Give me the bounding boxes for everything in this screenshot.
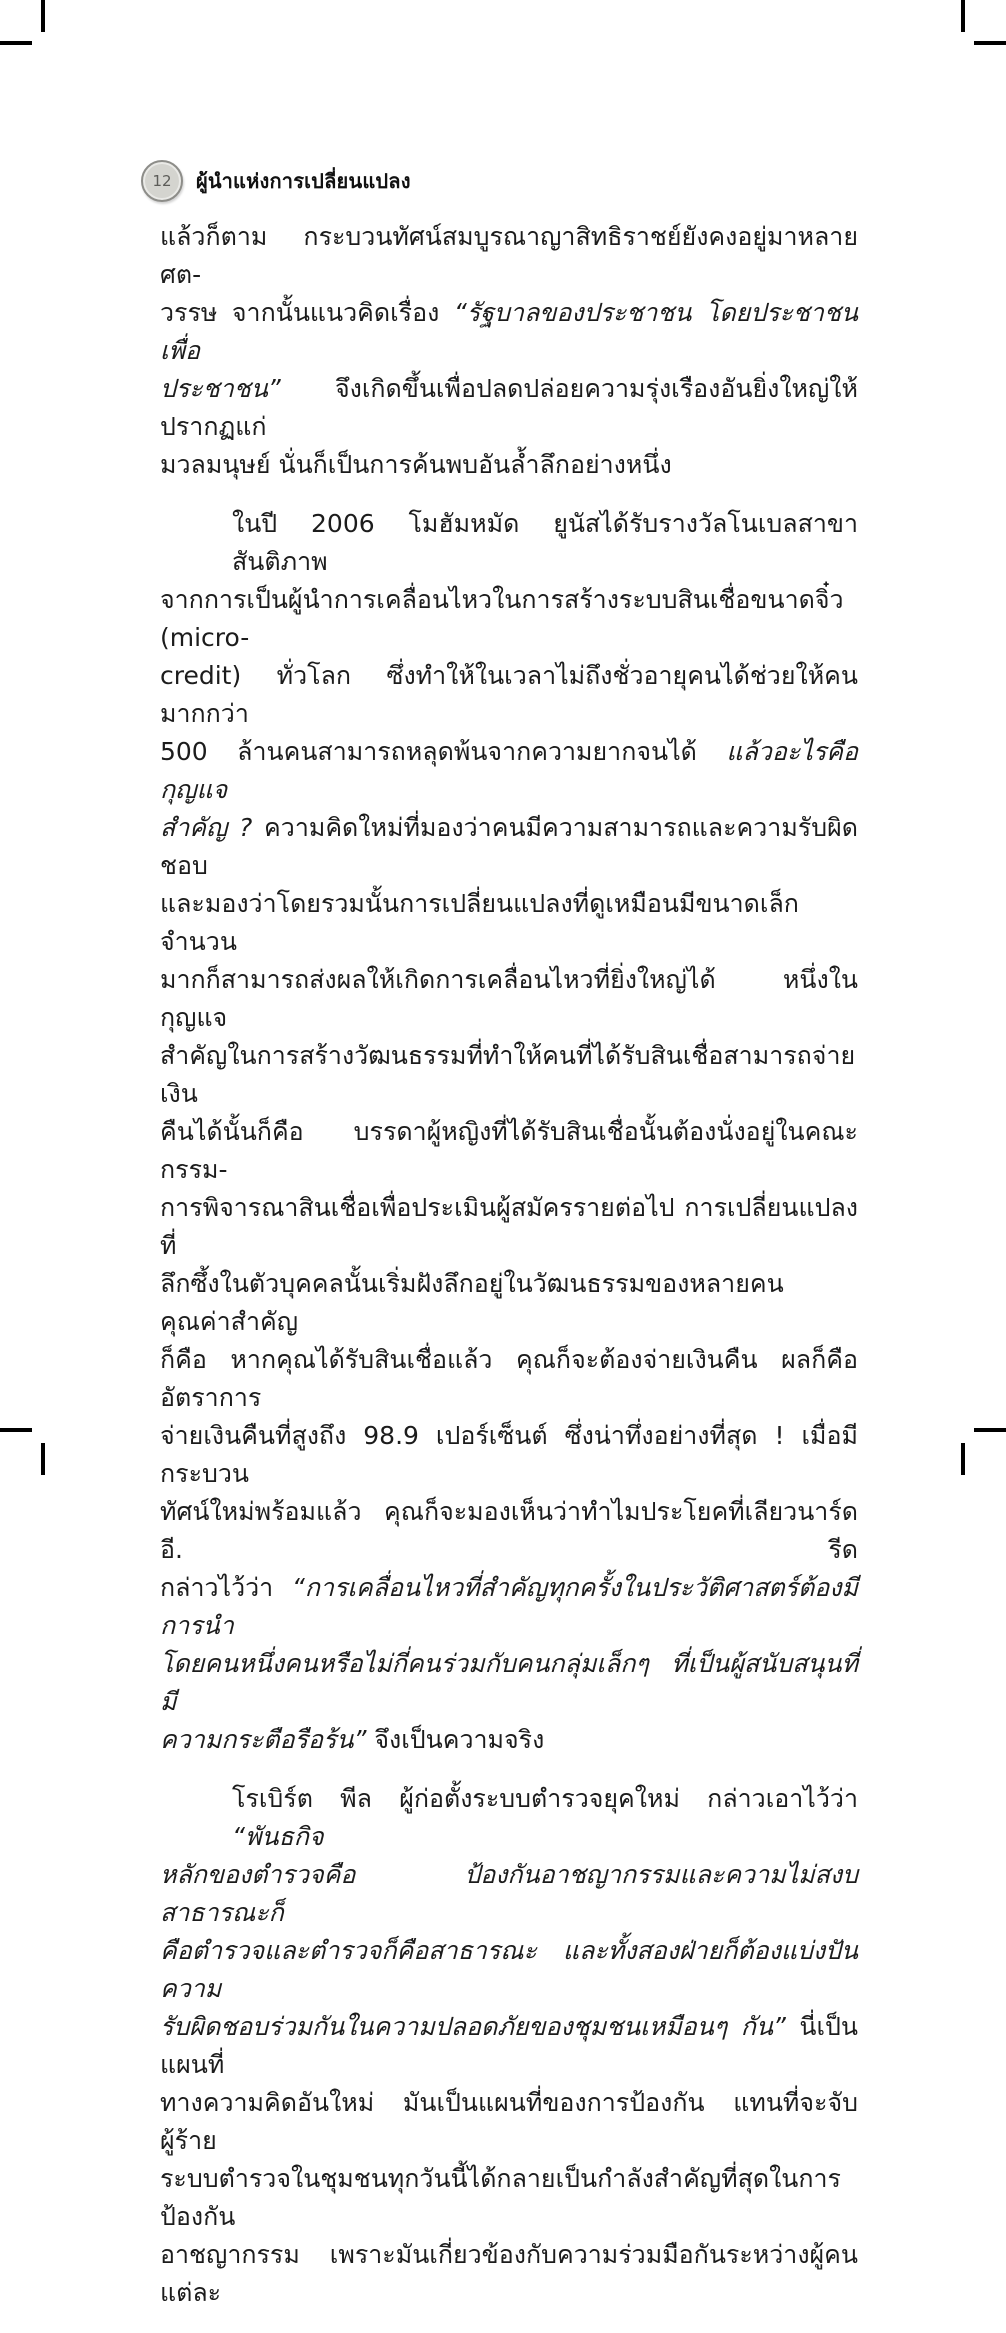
text-segment: credit) ทั่วโลก ซึ่งทำให้ในเวลาไม่ถึงชั่วอายุคนได้ช่วยให้คนมากกว่า [160,661,858,728]
text-line [160,1856,858,1932]
text-segment: จากการเป็นผู้นำการเคลื่อนไหวในการสร้างระบบสินเชื่อขนาดจิ๋ว (micro- [160,585,844,652]
italic-text-segment: ประชาชน” [160,374,281,403]
text-line [160,657,858,733]
crop-mark-bottom-right-horizontal [974,1428,1006,1432]
text-line [160,1341,858,1417]
text-line [160,885,858,961]
text-segment: ทัศน์ใหม่พร้อมแล้ว คุณก็จะมองเห็นว่าทำไมประโยคที่เลียวนาร์ด อี. รีด [160,1497,858,1564]
crop-mark-top-left-vertical [41,0,45,32]
paragraph [160,218,858,484]
text-line [160,446,858,484]
crop-mark-top-left-horizontal [0,41,32,45]
text-segment: โรเบิร์ต พีล ผู้ก่อตั้งระบบตำรวจยุคใหม่ กล่าวเอาไว้ว่า [232,1784,858,1813]
italic-text-segment: “รัฐบาลของประชาชน โดยประชาชน เพื่อ [160,298,858,365]
text-line [160,2008,858,2084]
text-line [160,2160,858,2236]
text-line [160,1493,858,1569]
text-segment: อาชญากรรม เพราะมันเกี่ยวข้องกับความร่วมมือกันระหว่างผู้คนแต่ละ [160,2240,858,2307]
page-header [141,160,411,202]
text-segment: ทางความคิดอันใหม่ มันเป็นแผนที่ของการป้องกัน แทนที่จะจับผู้ร้าย [160,2088,858,2155]
paragraph [160,505,858,1759]
text-segment: กล่าวไว้ว่า [160,1573,292,1602]
text-line [160,961,858,1037]
text-line [160,1780,858,1856]
page-number-badge [141,160,183,202]
text-segment: และมองว่าโดยรวมนั้นการเปลี่ยนแปลงที่ดูเหมือนมีขนาดเล็กจำนวน [160,889,799,956]
text-line [160,1417,858,1493]
crop-mark-bottom-left-horizontal [0,1428,32,1432]
text-line [160,294,858,370]
crop-mark-top-right-vertical [961,0,965,32]
italic-text-segment: รับผิดชอบร่วมกันในความปลอดภัยของชุมชนเหมือนๆ กัน” [160,2012,786,2041]
text-segment: ในปี 2006 โมฮัมหมัด ยูนัสได้รับรางวัลโนเบลสาขาสันติภาพ [232,509,858,576]
crop-mark-top-right-horizontal [974,41,1006,45]
paragraph [160,1780,858,2312]
italic-text-segment: ความกระตือรือร้น” [160,1725,367,1754]
text-segment: มวลมนุษย์ นั่นก็เป็นการค้นพบอันล้ำลึกอย่างหนึ่ง [160,450,672,479]
text-segment: ความคิดใหม่ที่มองว่าคนมีความสามารถและความรับผิดชอบ [160,813,858,880]
italic-text-segment: “การเคลื่อนไหวที่สำคัญทุกครั้งในประวัติศาสตร์ต้องมีการนำ [160,1573,858,1640]
text-segment: จึงเกิดขึ้นเพื่อปลดปล่อยความรุ่งเรืองอันยิ่งใหญ่ให้ปรากฏแก่ [160,374,858,441]
text-segment: ระบบตำรวจในชุมชนทุกวันนี้ได้กลายเป็นกำลังสำคัญที่สุดในการป้องกัน [160,2164,841,2231]
italic-text-segment: หลักของตำรวจคือ ป้องกันอาชญากรรมและความไม่สงบ สาธารณะก็ [160,1860,858,1927]
text-line [160,370,858,446]
body-text [160,218,858,2333]
text-line [160,2084,858,2160]
text-line [160,1932,858,2008]
italic-text-segment: คือตำรวจและตำรวจก็คือสาธารณะ และทั้งสองฝ่ายก็ต้องแบ่งปันความ [160,1936,858,2003]
text-segment: วรรษ จากนั้นแนวคิดเรื่อง [160,298,454,327]
text-segment: นี่เป็นแผนที่ [160,2012,858,2079]
text-line [160,1113,858,1189]
text-line [160,1037,858,1113]
text-line [160,809,858,885]
text-segment: คืนได้นั้นก็คือ บรรดาผู้หญิงที่ได้รับสินเชื่อนั้นต้องนั่งอยู่ในคณะกรรม- [160,1117,858,1184]
text-line [160,581,858,657]
text-segment: ก็คือ หากคุณได้รับสินเชื่อแล้ว คุณก็จะต้องจ่ายเงินคืน ผลก็คืออัตราการ [160,1345,858,1412]
text-line [160,1721,858,1759]
text-line [160,505,858,581]
italic-text-segment: โดยคนหนึ่งคนหรือไม่กี่คนร่วมกับคนกลุ่มเล็กๆ ที่เป็นผู้สนับสนุนที่มี [160,1649,858,1716]
text-segment: จ่ายเงินคืนที่สูงถึง 98.9 เปอร์เซ็นต์ ซึ่งน่าทึ่งอย่างที่สุด ! เมื่อมีกระบวน [160,1421,858,1488]
text-segment: แล้วก็ตาม กระบวนทัศน์สมบูรณาญาสิทธิราชย์ยังคงอยู่มาหลายศต- [160,222,858,289]
crop-mark-bottom-left-vertical [41,1443,45,1475]
italic-text-segment: “พันธกิจ [232,1822,324,1851]
text-line [160,1645,858,1721]
text-line [160,1569,858,1645]
italic-text-segment: สำคัญ ? [160,813,253,842]
crop-mark-bottom-right-vertical [961,1443,965,1475]
text-segment: สำคัญในการสร้างวัฒนธรรมที่ทำให้คนที่ได้รับสินเชื่อสามารถจ่ายเงิน [160,1041,856,1108]
text-line [160,1265,858,1341]
running-head-title: ผู้นำแห่งการเปลี่ยนแปลง [196,169,411,193]
text-segment: มากก็สามารถส่งผลให้เกิดการเคลื่อนไหวที่ยิ่งใหญ่ได้ หนึ่งในกุญแจ [160,965,858,1032]
text-segment: ลึกซึ้งในตัวบุคคลนั้นเริ่มฝังลึกอยู่ในวัฒนธรรมของหลายคน คุณค่าสำคัญ [160,1269,784,1336]
text-line [160,733,858,809]
text-segment: จึงเป็นความจริง [366,1725,545,1754]
italic-text-segment: แล้วอะไรคือกุญแจ [160,737,858,804]
text-segment: การพิจารณาสินเชื่อเพื่อประเมินผู้สมัครรายต่อไป การเปลี่ยนแปลงที่ [160,1193,858,1260]
text-line [160,1189,858,1265]
page-number: 12 [152,172,172,190]
text-segment: 500 ล้านคนสามารถหลุดพ้นจากความยากจนได้ [160,737,727,766]
text-line [160,2236,858,2312]
text-line [160,218,858,294]
